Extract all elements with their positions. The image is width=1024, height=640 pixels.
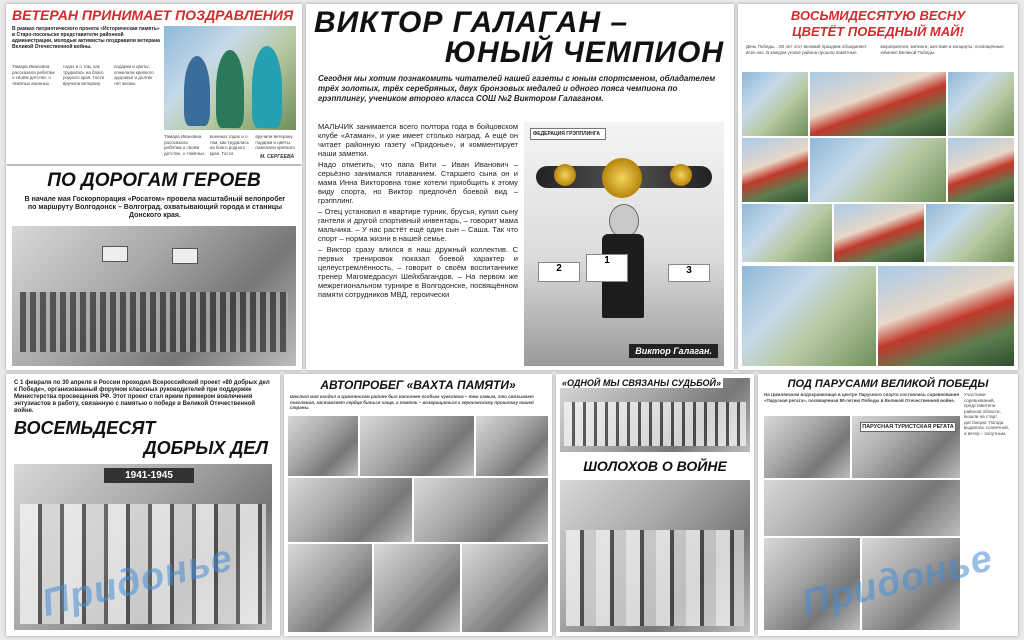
veteran-lead: В рамках патриотического проекта «Историческая память» в Старо-посольске представители районной администрации, молодые активисты поздравили ветерана Великой Отечественной войны. <box>12 26 160 50</box>
spring-photo <box>742 266 876 366</box>
rally-photo <box>462 544 548 632</box>
fate-headline: «ОДНОЙ МЫ СВЯЗАНЫ СУДЬБОЙ» <box>562 378 721 388</box>
sailing-banner: ПАРУСНАЯ ТУРИСТСКАЯ РЕГАТА <box>860 422 956 432</box>
podium-place: 3 <box>668 264 710 282</box>
heroes-crowd <box>20 292 288 352</box>
veteran-figure <box>252 46 282 128</box>
sholokhov-photo <box>560 480 750 632</box>
rally-photo <box>288 416 358 476</box>
sholokhov-group <box>566 530 744 626</box>
champion-banner: ФЕДЕРАЦИЯ ГРЭППЛИНГА <box>530 128 606 140</box>
podium-place: 1 <box>586 254 628 282</box>
rally-photo <box>374 544 460 632</box>
medal-icon <box>554 164 576 186</box>
champion-photo-caption: Виктор Галаган. <box>629 344 718 358</box>
heroes-flag <box>102 246 128 262</box>
rally-headline: АВТОПРОБЕГ «ВАХТА ПАМЯТИ» <box>320 378 516 392</box>
veteran-headline: ВЕТЕРАН ПРИНИМАЕТ ПОЗДРАВЛЕНИЯ <box>12 7 294 23</box>
champion-body-column <box>318 122 518 299</box>
rally-photo <box>288 544 372 632</box>
spring-lead: День Победы... 80 лет этот великий праздник объединяет всех нас. В каждом уголке района прошли памятные мероприятия, митинги, шествия и концерты, посвящённые юбилею Великой Победы. <box>746 44 1004 55</box>
champion-headline-2: ЮНЫЙ ЧЕМПИОН <box>444 36 724 69</box>
veteran-figure <box>184 56 210 126</box>
fate-group <box>564 402 746 446</box>
champion-head <box>609 204 639 238</box>
article-heroes-roads <box>6 166 302 370</box>
watermark-logo: Придонье <box>797 537 998 625</box>
sailing-photo <box>852 416 960 478</box>
champion-paragraph: Надо отметить, что папа Вити – Иван Иванович – серьёзно занимался плаванием. Старшего сына он и мама Инна Викторовна тоже хотели приобщить к этому виду спорта, но Виктор предпочёл боевой вид – грэпплинг. <box>318 160 518 205</box>
champion-lead: Сегодня мы хотим познакомить читателей нашей газеты с юным спортсменом, обладателем трёх золотых, трёх серебряных, двух бронзовых медалей и одного пояса чемпиона по грэпплингу, учеником второго класса СОШ №2 Виктором Галаганом. <box>318 74 716 103</box>
podium <box>538 254 710 280</box>
sailing-photo <box>764 416 850 478</box>
veteran-figure <box>216 50 244 128</box>
champion-paragraph: – Виктор сразу влился в наш дружный коллектив. С первых тренировок показал боевой характер и целеустремлённость, – говорит о своём воспитаннике тренер Магомедрасул Шейхбагандов. – На первом же межрегиональном турнире в Волгодонске, посвящённом памяти сотрудников МВД, героически <box>318 245 518 299</box>
article-veteran <box>6 4 302 164</box>
spring-photo <box>742 204 832 262</box>
champion-paragraph: МАЛЬЧИК занимается всего полтора года в бойцовском клубе «Атаман», и уже имеет столько наград. А ещё он читает районную газету «Придонье», и комментирует наши заметки. <box>318 122 518 158</box>
rally-photo <box>288 478 412 542</box>
spring-photo <box>810 138 946 202</box>
veteran-photo <box>164 26 296 130</box>
rally-photo <box>476 416 548 476</box>
article-champion <box>306 4 734 370</box>
sailing-body: Участники соревнований, представители районов области, вышли на старт дистанции. Погода выдалась солнечной, а ветер – попутным. <box>964 392 1009 436</box>
heroes-lead: В начале мая Госкорпорация «Росатом» провела масштабный велопробег по маршруту Волгодонск – Волгоград, охватывающий города и станицы Донского края. <box>24 196 286 219</box>
rally-lead: Шестой мая входил в Цимлянском районе был наполнен особым чувством – тем самым, что связывает поколения, заставляет сердце биться чаще, а память – возвращаться к героическому прошлому нашей страны. <box>290 394 534 410</box>
heroes-flag <box>172 248 198 264</box>
watermark-logo: Придонье <box>37 537 238 625</box>
heroes-headline: ПО ДОРОГАМ ГЕРОЕВ <box>47 170 261 191</box>
spring-photo <box>834 204 924 262</box>
deeds-headline-2: ДОБРЫХ ДЕЛ <box>143 438 268 458</box>
deeds-banner: 1941-1945 <box>104 468 194 483</box>
sholokhov-headline: ШОЛОХОВ О ВОЙНЕ <box>583 458 727 474</box>
podium-place: 2 <box>538 262 580 282</box>
deeds-lead: С 1 февраля по 30 апреля в России проходил Всероссийский проект «80 добрых дел к Победе», организованный форумом классных руководителей при поддержке Министерства просвещения РФ. Этот проект стал ярким примером вовлечения энтузиастов в работу, связанную с памятью о победе в Великой Отечественной войне. <box>14 380 270 414</box>
sailing-lead: На Цимлянском водохранилище в центре Парусного спорта состоялись соревнования «Парусная регата», посвящённая 80-летию Победы в Великой Отечественной войне. <box>764 392 960 403</box>
champion-paragraph: – Отец установил в квартире турник, брусья, купил сыну гантели и другой спортивный инвентарь, – говорит мама мальчика. – У нас растёт ещё один сын – Саша. Так что спорт – норма жизни в нашей семье. <box>318 207 518 243</box>
champion-photo <box>524 122 724 366</box>
veteran-body-2: Тамара Ивановна рассказала ребятам о своём детстве, о тяжёлых военных годах и о том, как трудилась на благо родного края. Гости вручили ветерану подарки и цветы, пожелали крепкого <box>164 134 296 156</box>
veteran-author: М. СЕРГЕЕВА <box>260 154 294 160</box>
heroes-photo <box>12 226 296 366</box>
spring-photo <box>742 72 808 136</box>
rally-photo <box>414 478 548 542</box>
article-memory-rally <box>284 374 552 636</box>
spring-headline-2: ЦВЕТЁТ ПОБЕДНЫЙ МАЙ! <box>792 24 964 39</box>
sailing-headline: ПОД ПАРУСАМИ ВЕЛИКОЙ ПОБЕДЫ <box>787 378 989 390</box>
spring-photo <box>948 138 1014 202</box>
spring-headline-1: ВОСЬМИДЕСЯТУЮ ВЕСНУ <box>790 8 966 23</box>
spring-photo <box>810 72 946 136</box>
article-sholokhov <box>556 374 754 636</box>
champion-headline-1: ВИКТОР ГАЛАГАН – <box>314 6 629 39</box>
medal-icon <box>670 164 692 186</box>
spring-photo <box>948 72 1014 136</box>
sailing-photo <box>764 480 960 536</box>
spring-photo <box>878 266 1014 366</box>
fate-photo <box>560 378 750 452</box>
spring-photo <box>926 204 1014 262</box>
spring-photo <box>742 138 808 202</box>
article-victory-spring <box>738 4 1018 370</box>
veteran-body: Тамара Ивановна рассказала ребятам о своём детстве, о тяжёлых военных годах и о том, как трудилась на благо родного края. Гости вручили ветерану подарки и цветы, пожелали крепкого здоровья и долгих лет жизни. <box>12 64 154 86</box>
belt-buckle-icon <box>602 158 642 198</box>
rally-photo <box>360 416 474 476</box>
deeds-headline-1: ВОСЕМЬДЕСЯТ <box>14 418 156 438</box>
